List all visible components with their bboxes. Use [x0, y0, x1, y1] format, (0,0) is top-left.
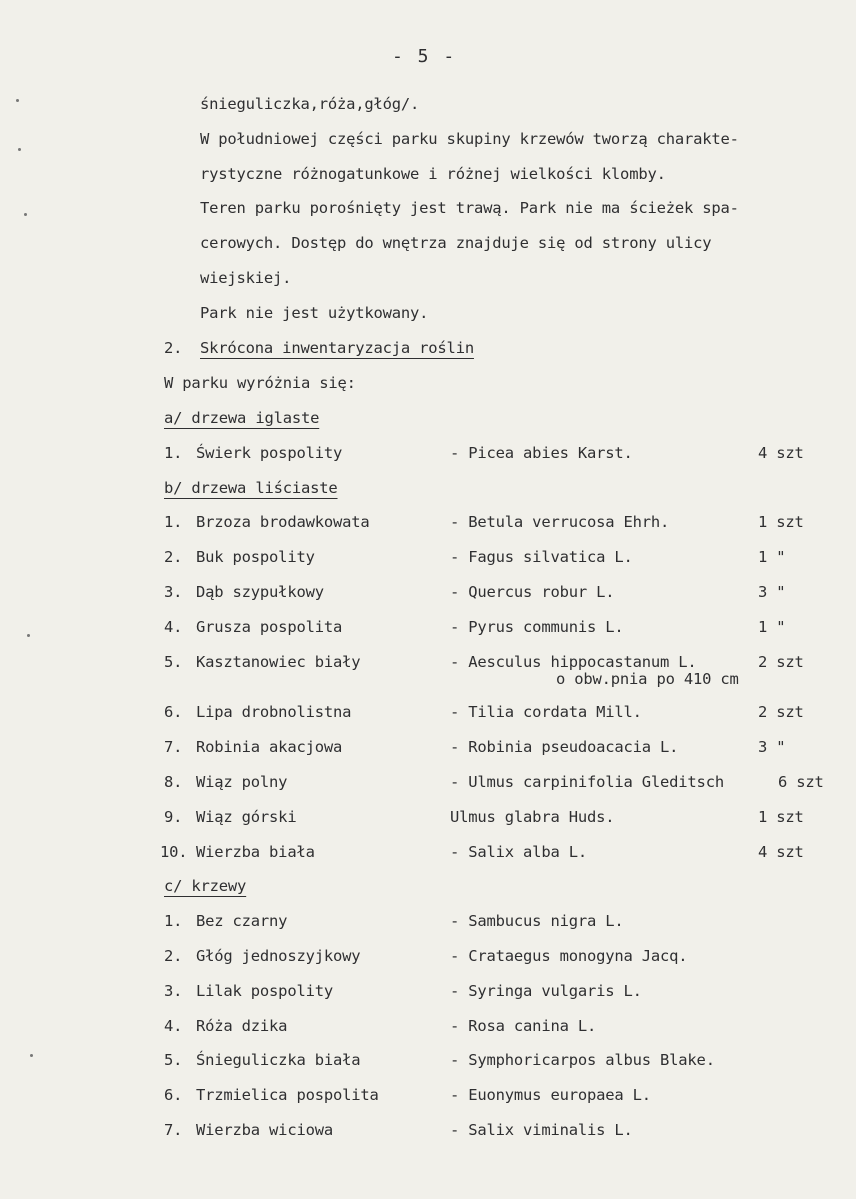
row-number: 2. — [164, 947, 183, 965]
margin-mark — [30, 1054, 33, 1057]
plant-name-latin: - Robinia pseudoacacia L. — [450, 738, 679, 757]
paragraph-line: W południowej części parku skupiny krzewów tworzą charakte- — [200, 130, 739, 148]
paragraph-line: wiejskiej. — [200, 269, 292, 287]
plant-name-pl: Buk pospolity — [196, 548, 315, 567]
plant-name-pl: Trzmielica pospolita — [196, 1086, 379, 1105]
plant-name-latin: - Pyrus communis L. — [450, 617, 624, 636]
row-number: 9. — [164, 807, 183, 826]
row-number: 3. — [164, 583, 183, 601]
plant-name-latin: - Rosa canina L. — [450, 1016, 597, 1035]
plant-count: 1 szt — [758, 807, 804, 826]
row-number: 2. — [164, 548, 183, 567]
plant-name-latin: - Syringa vulgaris L. — [450, 981, 642, 1000]
plant-name-pl: Lipa drobnolistna — [196, 703, 352, 722]
plant-name-pl: Robinia akacjowa — [196, 738, 343, 757]
row-number: 1. — [164, 912, 183, 931]
plant-name-latin: - Salix alba L. — [450, 842, 587, 861]
row-number: 7. — [164, 1121, 183, 1139]
row-number: 6. — [164, 703, 183, 722]
plant-name-latin: - Fagus silvatica L. — [450, 548, 633, 567]
plant-name-latin: - Picea abies Karst. — [450, 443, 633, 462]
plant-count: 1 szt — [758, 513, 804, 532]
plant-name-pl: Brzoza brodawkowata — [196, 513, 370, 532]
row-number: 10. — [160, 842, 188, 861]
plant-name-latin: - Aesculus hippocastanum L. — [450, 652, 697, 671]
plant-name-latin: - Tilia cordata Mill. — [450, 703, 642, 722]
plant-count: 6 szt — [778, 773, 824, 791]
plant-name-pl: Bez czarny — [196, 912, 288, 931]
paragraph-line: Park nie jest użytkowany. — [200, 304, 429, 322]
group-heading: c/ krzewy — [164, 877, 247, 896]
plant-name-pl: Wiąz górski — [196, 807, 297, 826]
row-number: 8. — [164, 773, 183, 791]
plant-count: 1 " — [758, 617, 786, 636]
plant-name-pl: Wierzba wiciowa — [196, 1121, 333, 1139]
row-number: 5. — [164, 1051, 183, 1070]
plant-name-pl: Grusza pospolita — [196, 617, 343, 636]
section-heading: Skrócona inwentaryzacja roślin — [200, 339, 474, 357]
section-number: 2. — [164, 339, 183, 357]
plant-name-pl: Wiąz polny — [196, 773, 288, 791]
group-heading: b/ drzewa liściaste — [164, 478, 338, 497]
intro-text: W parku wyróżnia się: — [164, 374, 356, 392]
plant-count: 3 " — [758, 738, 786, 757]
plant-count: 3 " — [758, 583, 786, 601]
paragraph-line: Teren parku porośnięty jest trawą. Park nie ma ścieżek spa- — [200, 199, 739, 217]
margin-mark — [18, 148, 21, 151]
paragraph-line: cerowych. Dostęp do wnętrza znajduje się od strony ulicy — [200, 234, 712, 252]
plant-name-pl: Głóg jednoszyjkowy — [196, 947, 361, 965]
plant-name-latin: - Quercus robur L. — [450, 583, 615, 601]
plant-name-pl: Róża dzika — [196, 1016, 288, 1035]
row-number: 5. — [164, 652, 183, 671]
group-heading: a/ drzewa iglaste — [164, 409, 320, 427]
row-number: 4. — [164, 1016, 183, 1035]
margin-mark — [27, 634, 30, 637]
margin-mark — [24, 213, 27, 216]
plant-name-latin: - Betula verrucosa Ehrh. — [450, 513, 670, 532]
plant-name-latin: - Crataegus monogyna Jacq. — [450, 947, 688, 965]
page-number: - 5 - — [392, 46, 457, 67]
row-number: 3. — [164, 981, 183, 1000]
plant-name-pl: Kasztanowiec biały — [196, 652, 361, 671]
row-number: 1. — [164, 443, 183, 462]
plant-count: 4 szt — [758, 842, 804, 861]
plant-name-latin: - Ulmus carpinifolia Gleditsch — [450, 773, 724, 791]
plant-count: 4 szt — [758, 443, 804, 462]
row-number: 1. — [164, 513, 183, 532]
paragraph-line: rystyczne różnogatunkowe i różnej wielkości klomby. — [200, 165, 666, 183]
plant-name-pl: Wierzba biała — [196, 842, 315, 861]
plant-name-latin: - Symphoricarpos albus Blake. — [450, 1051, 715, 1070]
plant-name-latin: Ulmus glabra Huds. — [450, 807, 615, 826]
plant-note: o obw.pnia po 410 cm — [556, 669, 739, 688]
plant-count: 2 szt — [758, 652, 804, 671]
plant-name-pl: Dąb szypułkowy — [196, 583, 324, 601]
row-number: 6. — [164, 1086, 183, 1105]
plant-name-pl: Świerk pospolity — [196, 443, 343, 462]
plant-count: 1 " — [758, 548, 786, 567]
plant-name-pl: Śnieguliczka biała — [196, 1051, 361, 1070]
row-number: 4. — [164, 617, 183, 636]
plant-name-latin: - Sambucus nigra L. — [450, 912, 624, 931]
plant-name-latin: - Salix viminalis L. — [450, 1121, 633, 1139]
paragraph-line: śnieguliczka,róża,głóg/. — [200, 95, 420, 113]
plant-name-pl: Lilak pospolity — [196, 981, 333, 1000]
plant-name-latin: - Euonymus europaea L. — [450, 1086, 651, 1105]
row-number: 7. — [164, 738, 183, 757]
plant-count: 2 szt — [758, 703, 804, 722]
margin-mark — [16, 99, 19, 102]
